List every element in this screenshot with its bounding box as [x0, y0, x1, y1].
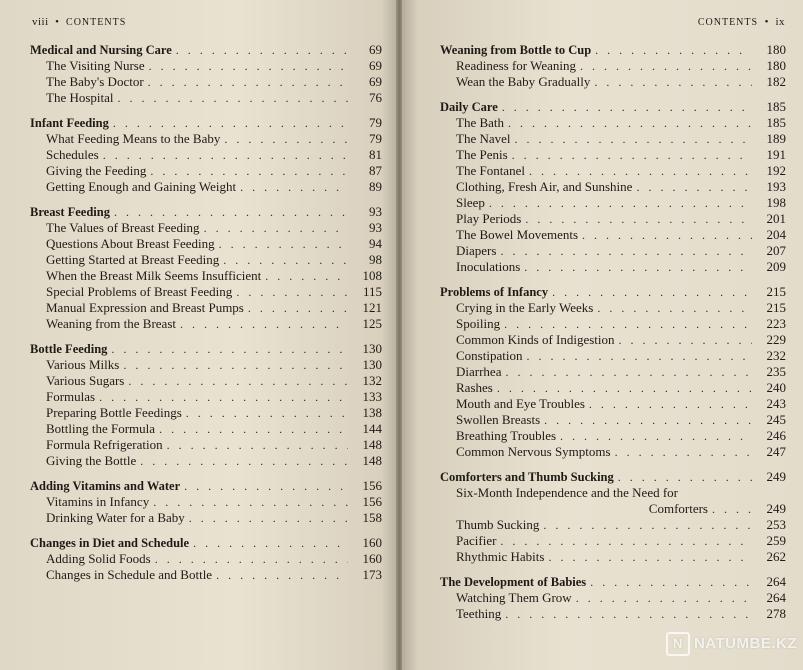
right-head-bullet: •	[764, 16, 769, 28]
subsection-entry-title: Thumb Sucking	[456, 517, 540, 532]
chapter-entry-title: Bottle Feeding	[30, 342, 108, 356]
subsection-entry-title: Common Kinds of Indigestion	[456, 332, 615, 347]
subsection-entry-page-number: 160	[362, 551, 382, 566]
subsection-entry-leader	[515, 131, 752, 147]
subsection-entry-page-number: 201	[766, 211, 786, 226]
subsection-entry-leader	[159, 421, 348, 437]
subsection-entry-title: Mouth and Eye Troubles	[456, 396, 585, 411]
chapter-entry-title: Adding Vitamins and Water	[30, 479, 181, 493]
subsection-entry[interactable]	[30, 389, 382, 405]
subsection-entry-leader	[589, 396, 752, 412]
subsection-entry-title: Comforters	[648, 501, 708, 516]
subsection-entry-leader	[224, 131, 348, 147]
subsection-entry-title: Bottling the Formula	[46, 421, 156, 436]
subsection-entry[interactable]	[30, 405, 382, 421]
subsection-entry-page-number: 253	[766, 517, 786, 532]
subsection-entry-page-number: 148	[362, 437, 382, 452]
subsection-entry-title: The Baby's Doctor	[46, 74, 144, 89]
subsection-entry[interactable]	[30, 373, 382, 389]
subsection-entry-leader	[548, 549, 752, 565]
subsection-entry-page-number: 182	[766, 74, 786, 89]
subsection-entry-leader	[118, 90, 348, 106]
subsection-entry[interactable]	[440, 606, 786, 622]
subsection-entry-page-number: 229	[766, 332, 786, 347]
chapter-entry[interactable]	[440, 284, 786, 300]
subsection-entry-title: Wean the Baby Gradually	[456, 74, 591, 89]
subsection-entry-leader	[186, 405, 348, 421]
chapter-entry-leader	[618, 469, 752, 485]
chapter-entry-leader	[502, 99, 752, 115]
subsection-entry-title: Common Nervous Symptoms	[456, 444, 611, 459]
subsection-entry-title: Inoculations	[456, 259, 521, 274]
toc-section	[440, 42, 786, 90]
subsection-entry-title: Swollen Breasts	[456, 412, 541, 427]
subsection-entry-page-number: 235	[766, 364, 786, 379]
subsection-entry[interactable]	[440, 332, 786, 348]
subsection-entry-leader	[544, 412, 752, 428]
subsection-entry-leader	[580, 58, 752, 74]
subsection-entry-leader	[240, 179, 348, 195]
subsection-entry[interactable]	[440, 195, 786, 211]
subsection-entry-title: The Visiting Nurse	[46, 58, 145, 73]
subsection-entry[interactable]	[440, 147, 786, 163]
subsection-entry-page-number: 156	[362, 494, 382, 509]
chapter-entry-title: Medical and Nursing Care	[30, 43, 172, 57]
subsection-entry-title: When the Breast Milk Seems Insufficient	[46, 268, 262, 283]
subsection-entry-title: Giving the Feeding	[46, 163, 147, 178]
subsection-entry-page-number: 148	[362, 453, 382, 468]
right-head-title: CONTENTS	[697, 17, 759, 28]
subsection-entry-title: The Hospital	[46, 90, 114, 105]
subsection-entry-title: Changes in Schedule and Bottle	[46, 567, 213, 582]
left-toc	[30, 42, 382, 592]
subsection-entry[interactable]	[440, 259, 786, 275]
subsection-entry[interactable]	[30, 131, 382, 147]
subsection-entry-leader	[615, 444, 752, 460]
chapter-entry-leader	[590, 574, 752, 590]
subsection-entry[interactable]	[30, 236, 382, 252]
subsection-entry[interactable]	[440, 115, 786, 131]
subsection-entry-leader	[123, 357, 348, 373]
subsection-entry-title: The Penis	[456, 147, 508, 162]
toc-section	[30, 341, 382, 469]
subsection-entry-page-number: 158	[362, 510, 382, 525]
toc-section	[440, 469, 786, 565]
subsection-entry[interactable]	[440, 428, 786, 444]
subsection-entry[interactable]	[30, 316, 382, 332]
subsection-entry[interactable]	[440, 380, 786, 396]
toc-section	[440, 574, 786, 622]
subsection-entry-leader	[103, 147, 348, 163]
subsection-entry-leader	[180, 316, 348, 332]
subsection-entry[interactable]	[30, 357, 382, 373]
subsection-entry-leader	[216, 567, 348, 583]
chapter-entry[interactable]	[30, 115, 382, 131]
subsection-entry-title: Getting Enough and Gaining Weight	[46, 179, 237, 194]
chapter-entry-title: Comforters and Thumb Sucking	[440, 470, 614, 484]
subsection-entry-title: Vitamins in Infancy	[46, 494, 150, 509]
subsection-entry-leader	[236, 284, 348, 300]
subsection-entry-page-number: 69	[369, 74, 382, 89]
toc-section	[30, 535, 382, 583]
subsection-entry-title: The Bowel Movements	[456, 227, 579, 242]
subsection-entry[interactable]	[440, 396, 786, 412]
subsection-entry[interactable]	[440, 444, 786, 460]
subsection-entry[interactable]	[440, 517, 786, 533]
subsection-entry[interactable]	[30, 284, 382, 300]
subsection-entry-page-number: 198	[766, 195, 786, 210]
chapter-entry[interactable]	[30, 478, 382, 494]
chapter-entry-page-number: 180	[766, 42, 786, 57]
subsection-entry-page-number: 204	[766, 227, 786, 242]
toc-section	[440, 284, 786, 460]
subsection-entry-leader	[99, 389, 348, 405]
subsection-entry-leader	[525, 211, 752, 227]
subsection-entry-page-number: 79	[369, 131, 382, 146]
subsection-entry[interactable]	[30, 252, 382, 268]
chapter-entry[interactable]	[440, 574, 786, 590]
subsection-entry-leader	[508, 115, 752, 131]
chapter-entry[interactable]	[440, 469, 786, 485]
subsection-entry-title: Sleep	[456, 195, 485, 210]
subsection-entry-leader	[597, 300, 752, 316]
subsection-entry-page-number: 125	[362, 316, 382, 331]
subsection-entry[interactable]	[30, 421, 382, 437]
subsection-entry[interactable]	[440, 501, 786, 517]
subsection-entry-leader	[204, 220, 348, 236]
subsection-entry[interactable]	[440, 243, 786, 259]
chapter-entry-title: Breast Feeding	[30, 205, 110, 219]
subsection-entry-page-number: 130	[362, 357, 382, 372]
subsection-entry[interactable]	[440, 590, 786, 606]
subsection-entry-page-number: 108	[362, 268, 382, 283]
subsection-entry-page-number: 232	[766, 348, 786, 363]
subsection-entry-leader	[140, 453, 348, 469]
subsection-entry-title: Special Problems of Breast Feeding	[46, 284, 233, 299]
subsection-entry-title: Constipation	[456, 348, 523, 363]
subsection-entry-title: Formulas	[46, 389, 96, 404]
subsection-entry-leader	[636, 179, 752, 195]
chapter-entry-title: Daily Care	[440, 100, 498, 114]
chapter-entry-title: Changes in Diet and Schedule	[30, 536, 190, 550]
subsection-entry-title: Questions About Breast Feeding	[46, 236, 215, 251]
watermark-text: NATUMBE.KZ	[693, 634, 797, 652]
subsection-entry[interactable]	[440, 549, 786, 565]
chapter-entry-title: Infant Feeding	[30, 116, 109, 130]
chapter-entry-leader	[552, 284, 752, 300]
subsection-entry[interactable]	[30, 510, 382, 526]
subsection-entry-title: Formula Refrigeration	[46, 437, 163, 452]
subsection-entry[interactable]	[30, 551, 382, 567]
subsection-entry-title: Manual Expression and Breast Pumps	[46, 300, 244, 315]
subsection-entry[interactable]	[30, 567, 382, 583]
subsection-entry-leader	[500, 243, 752, 259]
subsection-entry-title: Diapers	[456, 243, 497, 258]
subsection-entry-title: Various Milks	[46, 357, 120, 372]
subsection-entry-leader	[712, 501, 752, 517]
subsection-entry-title: Various Sugars	[46, 373, 125, 388]
subsection-entry[interactable]	[30, 437, 382, 453]
subsection-entry-leader	[505, 364, 752, 380]
left-head-bullet: •	[55, 16, 60, 28]
subsection-entry-page-number: 192	[766, 163, 786, 178]
subsection-entry-leader	[504, 316, 752, 332]
subsection-entry-leader	[543, 517, 752, 533]
subsection-entry-title: The Navel	[456, 131, 511, 146]
subsection-entry[interactable]	[30, 300, 382, 316]
subsection-entry-line1[interactable]	[440, 485, 786, 501]
subsection-entry[interactable]	[440, 131, 786, 147]
subsection-entry[interactable]	[440, 163, 786, 179]
subsection-entry-title: Clothing, Fresh Air, and Sunshine	[456, 179, 633, 194]
chapter-entry-leader	[114, 204, 348, 220]
subsection-entry-page-number: 223	[766, 316, 786, 331]
subsection-entry-leader	[524, 259, 752, 275]
subsection-entry-page-number: 94	[369, 236, 382, 251]
subsection-entry[interactable]	[30, 453, 382, 469]
subsection-entry-page-number: 240	[766, 380, 786, 395]
subsection-entry-title: Adding Solid Foods	[46, 551, 151, 566]
subsection-entry[interactable]	[440, 316, 786, 332]
subsection-entry-page-number: 115	[362, 284, 382, 299]
subsection-entry-title: Readiness for Weaning	[456, 58, 577, 73]
subsection-entry-page-number: 246	[766, 428, 786, 443]
chapter-entry[interactable]	[30, 535, 382, 551]
subsection-entry-page-number: 264	[766, 590, 786, 605]
subsection-entry-title: Diarrhea	[456, 364, 502, 379]
subsection-entry-title: Rashes	[456, 380, 493, 395]
subsection-entry-title: Rhythmic Habits	[456, 549, 545, 564]
subsection-entry-leader	[248, 300, 348, 316]
subsection-entry-page-number: 144	[362, 421, 382, 436]
right-folio: ix	[775, 16, 785, 28]
subsection-entry-page-number: 262	[766, 549, 786, 564]
subsection-entry-page-number: 69	[369, 58, 382, 73]
subsection-entry[interactable]	[440, 412, 786, 428]
subsection-entry-page-number: 81	[369, 147, 382, 162]
subsection-entry-title: Preparing Bottle Feedings	[46, 405, 182, 420]
subsection-entry[interactable]	[30, 58, 382, 74]
right-running-head	[698, 16, 785, 28]
subsection-entry-title: The Fontanel	[456, 163, 525, 178]
subsection-entry-page-number: 93	[369, 220, 382, 235]
left-running-head	[32, 16, 126, 28]
subsection-entry-page-number: 249	[766, 501, 786, 516]
subsection-entry[interactable]	[30, 90, 382, 106]
subsection-entry-title: Getting Started at Breast Feeding	[46, 252, 220, 267]
subsection-entry-page-number: 138	[362, 405, 382, 420]
toc-section	[30, 204, 382, 332]
chapter-entry-page-number: 264	[766, 574, 786, 589]
chapter-entry-page-number: 156	[362, 478, 382, 493]
chapter-entry-leader	[184, 478, 348, 494]
subsection-entry-title: Play Periods	[456, 211, 522, 226]
subsection-entry-leader	[526, 348, 752, 364]
subsection-entry-leader	[497, 380, 752, 396]
chapter-entry[interactable]	[30, 341, 382, 357]
subsection-entry-title: Drinking Water for a Baby	[46, 510, 185, 525]
subsection-entry-leader	[529, 163, 752, 179]
subsection-entry-title: Crying in the Early Weeks	[456, 300, 594, 315]
subsection-entry[interactable]	[440, 348, 786, 364]
chapter-entry-page-number: 130	[362, 341, 382, 356]
subsection-entry-title: The Bath	[456, 115, 505, 130]
right-toc	[440, 42, 786, 631]
subsection-entry-leader	[167, 437, 348, 453]
subsection-entry-page-number: 247	[766, 444, 786, 459]
subsection-entry-title: The Values of Breast Feeding	[46, 220, 200, 235]
watermark-logo-icon: N	[666, 632, 690, 656]
chapter-entry-leader	[176, 42, 348, 58]
subsection-entry-leader	[489, 195, 752, 211]
subsection-entry-title: Spoiling	[456, 316, 501, 331]
subsection-entry-page-number: 180	[766, 58, 786, 73]
subsection-entry-leader	[128, 373, 348, 389]
chapter-entry-page-number: 185	[766, 99, 786, 114]
toc-section	[30, 115, 382, 195]
subsection-entry-title: Watching Them Grow	[456, 590, 572, 605]
subsection-entry-leader	[150, 163, 348, 179]
subsection-entry-page-number: 76	[369, 90, 382, 105]
chapter-entry[interactable]	[440, 99, 786, 115]
subsection-entry-title: Teething	[456, 606, 502, 621]
subsection-entry-leader	[582, 227, 752, 243]
subsection-entry-page-number: 207	[766, 243, 786, 258]
toc-section	[30, 42, 382, 106]
subsection-entry-leader	[219, 236, 348, 252]
subsection-entry-page-number: 243	[766, 396, 786, 411]
subsection-entry-leader	[149, 58, 348, 74]
subsection-entry[interactable]	[440, 58, 786, 74]
toc-section	[30, 478, 382, 526]
subsection-entry[interactable]	[30, 163, 382, 179]
subsection-entry[interactable]	[30, 179, 382, 195]
subsection-entry[interactable]	[440, 74, 786, 90]
subsection-entry[interactable]	[440, 364, 786, 380]
subsection-entry-page-number: 98	[369, 252, 382, 267]
chapter-entry-leader	[113, 115, 348, 131]
subsection-entry-title: Schedules	[46, 147, 99, 162]
chapter-entry-page-number: 215	[766, 284, 786, 299]
chapter-entry-page-number: 93	[369, 204, 382, 219]
chapter-entry-page-number: 79	[369, 115, 382, 130]
subsection-entry-leader	[560, 428, 752, 444]
subsection-entry-title-line1: Six-Month Independence and the Need for	[456, 485, 679, 500]
subsection-entry-title: Pacifier	[456, 533, 497, 548]
subsection-entry-leader	[505, 606, 752, 622]
chapter-entry[interactable]	[30, 42, 382, 58]
subsection-entry-leader	[576, 590, 752, 606]
chapter-entry-leader	[595, 42, 752, 58]
chapter-entry-page-number: 249	[766, 469, 786, 484]
subsection-entry-page-number: 259	[766, 533, 786, 548]
subsection-entry-title: What Feeding Means to the Baby	[46, 131, 221, 146]
subsection-entry[interactable]	[30, 494, 382, 510]
subsection-entry-page-number: 132	[362, 373, 382, 388]
chapter-entry-title: Problems of Infancy	[440, 285, 549, 299]
subsection-entry[interactable]	[440, 300, 786, 316]
chapter-entry-title: The Development of Babies	[440, 575, 587, 589]
chapter-entry-title: Weaning from Bottle to Cup	[440, 43, 592, 57]
left-folio: viii	[32, 16, 49, 28]
subsection-entry-leader	[155, 551, 348, 567]
watermark	[666, 632, 797, 656]
subsection-entry-leader	[189, 510, 348, 526]
chapter-entry-leader	[193, 535, 348, 551]
subsection-entry-leader	[619, 332, 752, 348]
subsection-entry[interactable]	[30, 147, 382, 163]
subsection-entry[interactable]	[440, 227, 786, 243]
subsection-entry-leader	[223, 252, 348, 268]
subsection-entry-leader	[594, 74, 752, 90]
subsection-entry-page-number: 191	[766, 147, 786, 162]
chapter-entry-page-number: 69	[369, 42, 382, 57]
subsection-entry-page-number: 278	[766, 606, 786, 621]
subsection-entry-page-number: 121	[362, 300, 382, 315]
subsection-entry-page-number: 245	[766, 412, 786, 427]
toc-section	[440, 99, 786, 275]
subsection-entry-page-number: 173	[362, 567, 382, 582]
subsection-entry-page-number: 133	[362, 389, 382, 404]
chapter-entry[interactable]	[440, 42, 786, 58]
subsection-entry-title: Weaning from the Breast	[46, 316, 176, 331]
subsection-entry[interactable]	[440, 179, 786, 195]
subsection-entry[interactable]	[440, 211, 786, 227]
subsection-entry-page-number: 89	[369, 179, 382, 194]
subsection-entry-page-number: 87	[369, 163, 382, 178]
subsection-entry-leader	[153, 494, 348, 510]
chapter-entry-page-number: 160	[362, 535, 382, 550]
subsection-entry-title: Giving the Bottle	[46, 453, 137, 468]
subsection-entry-page-number: 189	[766, 131, 786, 146]
chapter-entry[interactable]	[30, 204, 382, 220]
subsection-entry-leader	[148, 74, 348, 90]
subsection-entry-page-number: 185	[766, 115, 786, 130]
subsection-entry-page-number: 215	[766, 300, 786, 315]
left-head-title: CONTENTS	[66, 17, 127, 28]
subsection-entry[interactable]	[30, 268, 382, 284]
subsection-entry[interactable]	[30, 74, 382, 90]
subsection-entry[interactable]	[30, 220, 382, 236]
subsection-entry-page-number: 209	[766, 259, 786, 274]
subsection-entry[interactable]	[440, 533, 786, 549]
subsection-entry-leader	[512, 147, 752, 163]
subsection-entry-leader	[265, 268, 348, 284]
subsection-entry-leader	[500, 533, 752, 549]
subsection-entry-page-number: 193	[766, 179, 786, 194]
chapter-entry-leader	[111, 341, 348, 357]
subsection-entry-title: Breathing Troubles	[456, 428, 557, 443]
